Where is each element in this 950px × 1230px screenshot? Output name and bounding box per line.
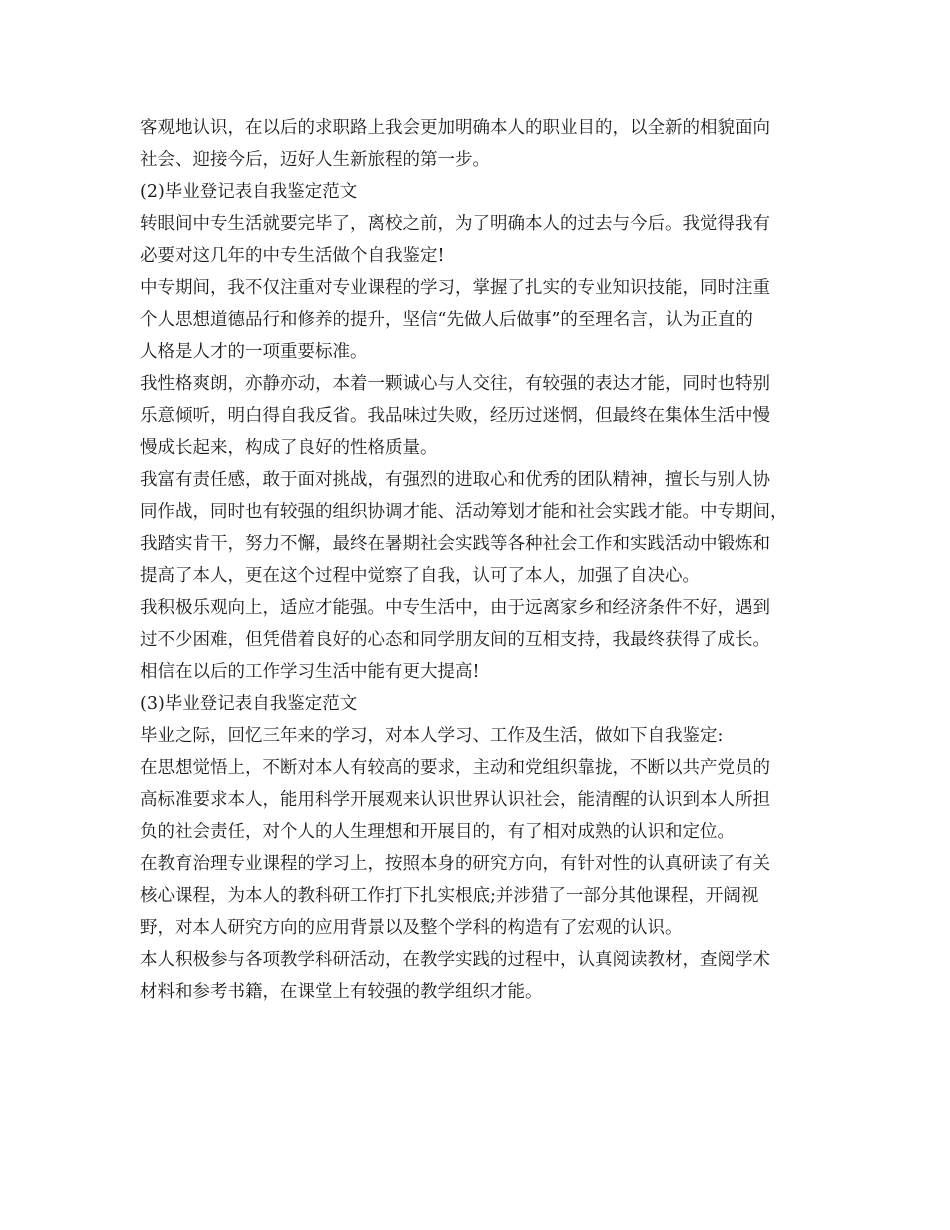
- text-line: 高标准要求本人，能用科学开展观来认识世界认识社会，能清醒的认识到本人所担: [140, 790, 770, 810]
- text-line: 中专期间，我不仅注重对专业课程的学习，掌握了扎实的专业知识技能，同时注重: [140, 278, 770, 298]
- text-line: 相信在以后的工作学习生活中能有更大提高!: [140, 662, 480, 682]
- text-line: 本人积极参与各项教学科研活动，在教学实践的过程中，认真阅读教材，查阅学术: [140, 950, 770, 970]
- section-heading: (2)毕业登记表自我鉴定范文: [140, 182, 358, 202]
- text-line: 负的社会责任，对个人的人生理想和开展目的，有了相对成熟的认识和定位。: [140, 822, 735, 842]
- document-body: [140, 112, 820, 1008]
- text-line: 材料和参考书籍，在课堂上有较强的教学组织才能。: [140, 982, 543, 1002]
- text-line: 同作战，同时也有较强的组织协调才能、活动筹划才能和社会实践才能。中专期间，: [140, 502, 788, 522]
- text-line: 核心课程，为本人的教科研工作打下扎实根底;并涉猎了一部分其他课程，开阔视: [140, 886, 759, 906]
- text-line: 我积极乐观向上，适应才能强。中专生活中，由于远离家乡和经济条件不好，遇到: [140, 598, 770, 618]
- text-line: 我富有责任感，敢于面对挑战，有强烈的进取心和优秀的团队精神，擅长与别人协: [140, 470, 770, 490]
- text-line: 野，对本人研究方向的应用背景以及整个学科的构造有了宏观的认识。: [140, 918, 683, 938]
- text-line: 个人思想道德品行和修养的提升，坚信“先做人后做事”的至理名言，认为正直的: [140, 310, 753, 330]
- text-line: 我性格爽朗，亦静亦动，本着一颗诚心与人交往，有较强的表达才能，同时也特别: [140, 374, 770, 394]
- text-line: 转眼间中专生活就要完毕了，离校之前，为了明确本人的过去与今后。我觉得我有: [140, 214, 770, 234]
- text-line: 慢成长起来，构成了良好的性格质量。: [140, 438, 438, 458]
- text-line: 提高了本人，更在这个过程中觉察了自我，认可了本人，加强了自决心。: [140, 566, 700, 586]
- section-heading: (3)毕业登记表自我鉴定范文: [140, 694, 358, 714]
- text-line: 必要对这几年的中专生活做个自我鉴定!: [140, 246, 445, 266]
- text-line: 乐意倾听，明白得自我反省。我品味过失败，经历过迷惘，但最终在集体生活中慢: [140, 406, 770, 426]
- text-line: 我踏实肯干，努力不懈，最终在暑期社会实践等各种社会工作和实践活动中锻炼和: [140, 534, 770, 554]
- text-line: 过不少困难，但凭借着良好的心态和同学朋友间的互相支持，我最终获得了成长。: [140, 630, 770, 650]
- text-line: 社会、迎接今后，迈好人生新旅程的第一步。: [140, 150, 490, 170]
- text-line: 毕业之际，回忆三年来的学习，对本人学习、工作及生活，做如下自我鉴定:: [140, 726, 724, 746]
- text-line: 在思想觉悟上，不断对本人有较高的要求，主动和党组织靠拢，不断以共产党员的: [140, 758, 770, 778]
- text-line: 人格是人才的一项重要标准。: [140, 342, 368, 362]
- text-line: 客观地认识，在以后的求职路上我会更加明确本人的职业目的，以全新的相貌面向: [140, 118, 770, 138]
- text-line: 在教育治理专业课程的学习上，按照本身的研究方向，有针对性的认真研读了有关: [140, 854, 770, 874]
